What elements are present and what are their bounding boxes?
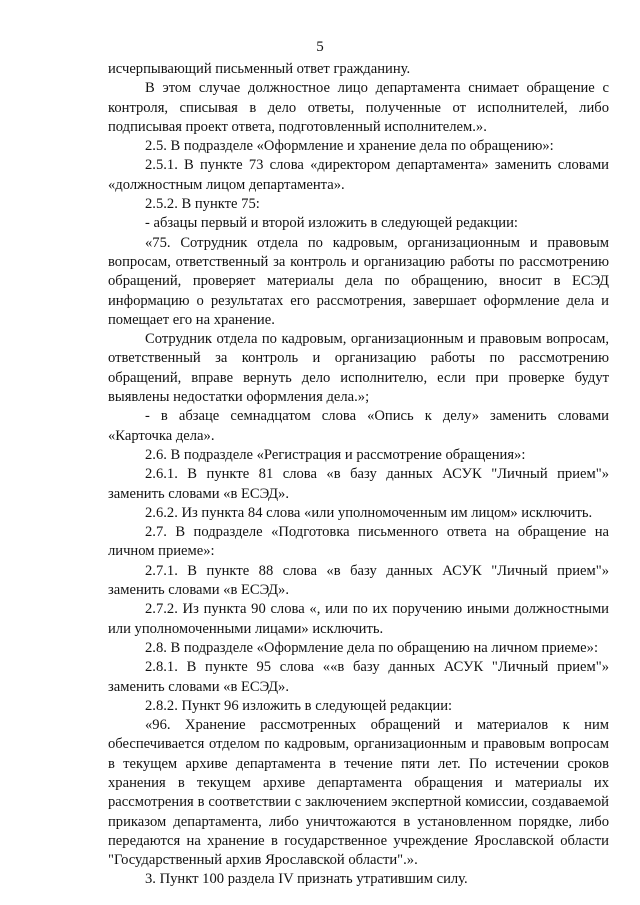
paragraph-2-7-2: 2.7.2. Из пункта 90 слова «, или по их поручению иными должностными или уполномоченными лицами» исключить. bbox=[108, 601, 609, 637]
paragraph-2-8-1: 2.8.1. В пункте 95 слова ««в базу данных АСУК "Личный прием"» заменить словами «в ЕСЭД». bbox=[108, 659, 609, 695]
paragraph-3: 3. Пункт 100 раздела IV признать утратившим силу. bbox=[145, 871, 468, 888]
paragraph-2-6-1: 2.6.1. В пункте 81 слова «в базу данных АСУК "Личный прием"» заменить словами «в ЕСЭД». bbox=[108, 466, 609, 502]
paragraph-2-6-2: 2.6.2. Из пункта 84 слова «или уполномоченным им лицом» исключить. bbox=[145, 504, 593, 521]
paragraph-2-7-1: 2.7.1. В пункте 88 слова «в базу данных АСУК "Личный прием"» заменить словами «в ЕСЭД». bbox=[108, 562, 609, 599]
paragraph-2-8-2: 2.8.2. Пункт 96 изложить в следующей редакции: bbox=[145, 697, 453, 714]
page-number: 5 bbox=[316, 39, 324, 55]
paragraph-2-5-2-intro: - абзацы первый и второй изложить в следующей редакции: bbox=[145, 215, 518, 232]
paragraph-2-5: 2.5. В подразделе «Оформление и хранение дела по обращению»: bbox=[145, 138, 554, 155]
paragraph-2-7: 2.7. В подразделе «Подготовка письменного ответа на обращение на личном приеме»: bbox=[108, 524, 609, 560]
paragraph-seventeenth-abzac: - в абзаце семнадцатом слова «Опись к делу» заменить словами «Карточка дела». bbox=[108, 408, 609, 444]
document-body bbox=[108, 60, 609, 890]
paragraph-item-75: «75. Сотрудник отдела по кадровым, организационным и правовым вопросам, ответственный за контроль и организацию работы по рассмотрению обращений, проверяет материалы дела по обращению, вносит в ЕСЭД информацию о результатах его рассмотрения, завершает оформление дела и помещает его на хранение. bbox=[108, 234, 609, 328]
paragraph-official-removes-control: В этом случае должностное лицо департамента снимает обращение с контроля, списывая в дело ответы, полученные от исполнителей, либо подписывая проект ответа, подготовленный исполнителем.». bbox=[108, 80, 609, 135]
paragraph-2-5-2: 2.5.2. В пункте 75: bbox=[145, 196, 260, 213]
paragraph-2-8: 2.8. В подразделе «Оформление дела по обращению на личном приеме»: bbox=[145, 639, 599, 656]
paragraph-2-6: 2.6. В подразделе «Регистрация и рассмотрение обращения»: bbox=[145, 446, 526, 463]
paragraph-item-96: «96. Хранение рассмотренных обращений и материалов к ним обеспечивается отделом по кадровым, организационным и правовым вопросам в текущем архиве департамента в течение пяти лет. По истечении сроков хранения в текущем архиве департамента обращения и материалы их рассмотрения в соответствии с заключением экспертной комиссии, создаваемой приказом департамента, либо уничтожаются в установленном порядке, либо передаются на хранение в государственное учреждение Ярославской области "Государственный архив Ярославской области".». bbox=[108, 717, 609, 869]
paragraph-2-5-1: 2.5.1. В пункте 73 слова «директором департамента» заменить словами «должностным лицом департамента». bbox=[108, 157, 609, 193]
paragraph-item-75-second: Сотрудник отдела по кадровым, организационным и правовым вопросам, ответственный за контроль и организацию работы по рассмотрению обращений, вправе вернуть дело исполнителю, если при проверке будут выявлены недостатки оформления дела.»; bbox=[108, 331, 609, 406]
paragraph-continuation: исчерпывающий письменный ответ гражданину. bbox=[108, 61, 411, 77]
